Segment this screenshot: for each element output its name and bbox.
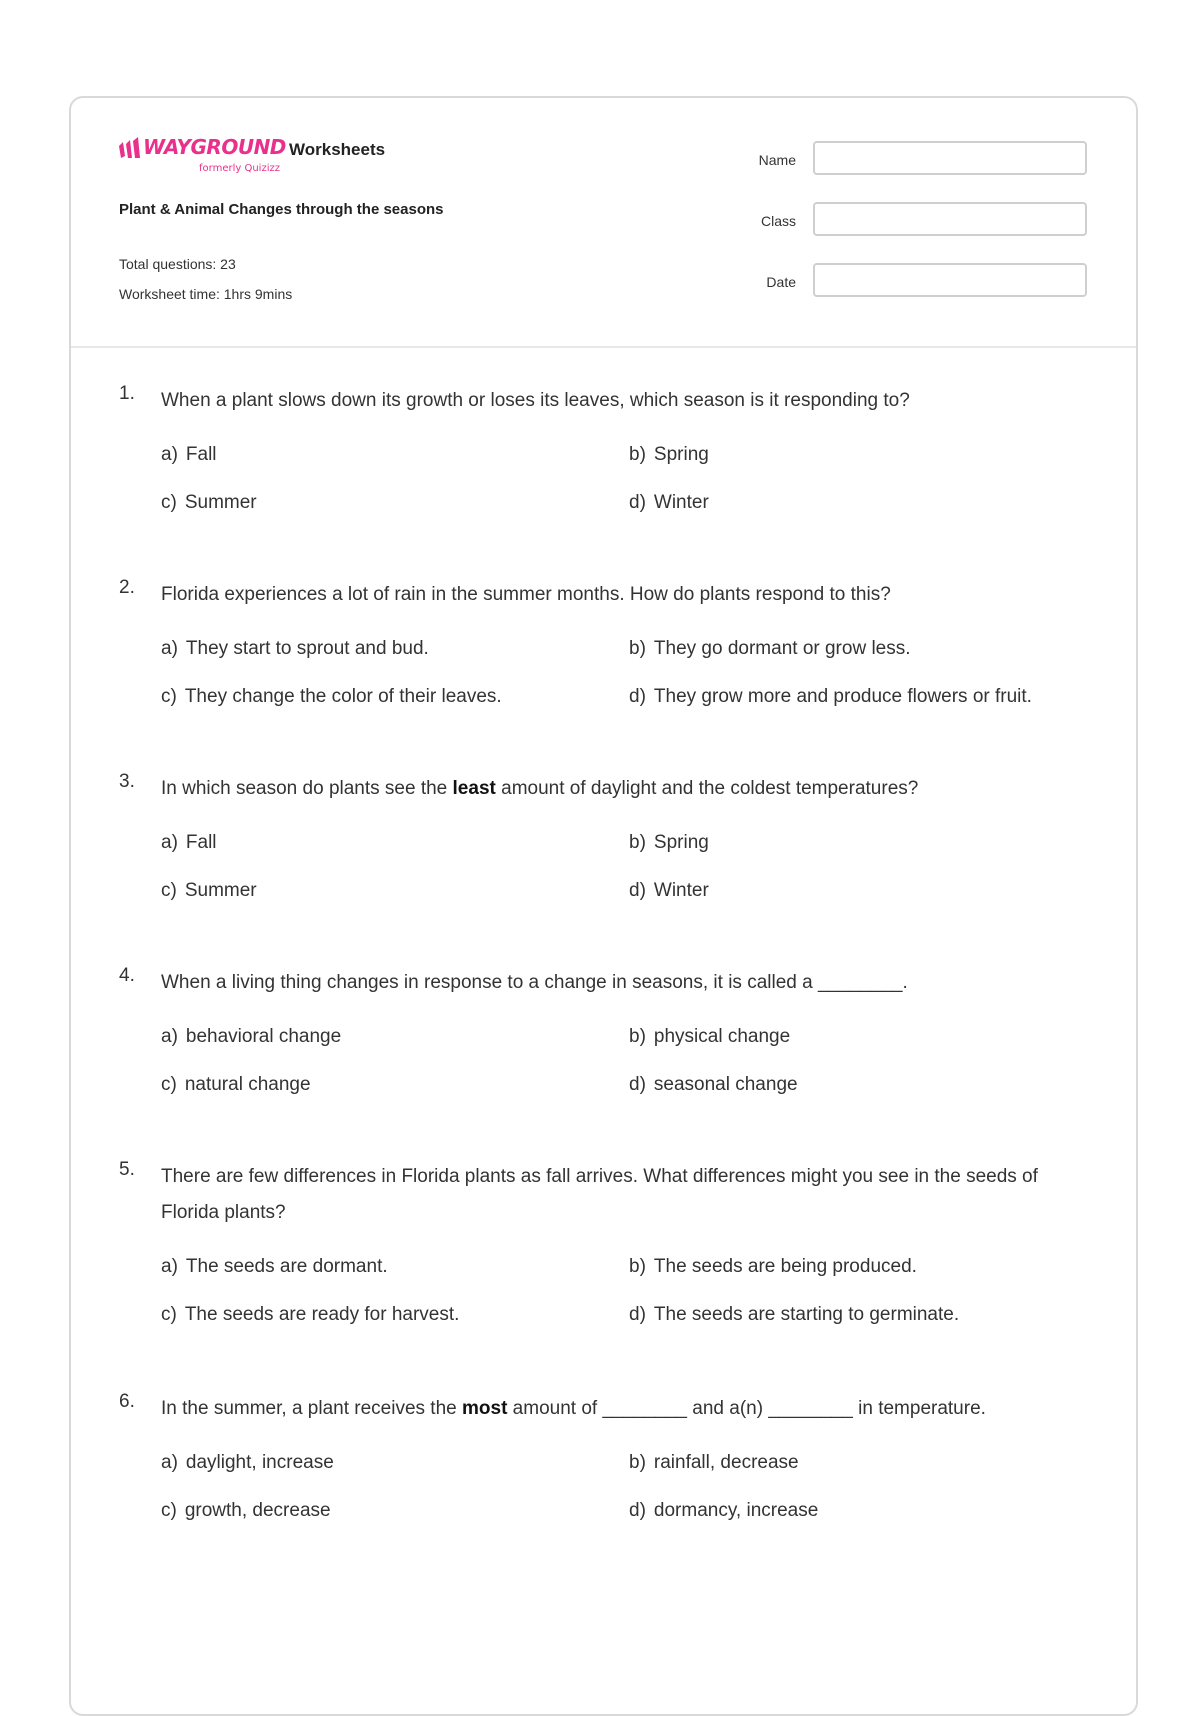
worksheet-page	[69, 96, 1138, 1716]
question-text: When a plant slows down its growth or loses its leaves, which season is it responding to?	[161, 390, 910, 411]
question-6	[119, 1391, 1089, 1529]
question-text: There are few differences in Florida plants as fall arrives. What differences might you see in the seeds of Florida plants?	[161, 1166, 1038, 1223]
option-a[interactable]: a) behavioral change	[161, 1026, 342, 1047]
worksheet-header	[71, 98, 1136, 348]
name-field[interactable]	[813, 141, 1087, 175]
total-questions: Total questions: 23	[119, 256, 236, 272]
question-number: 3.	[119, 771, 135, 792]
class-field[interactable]	[813, 202, 1087, 236]
option-c[interactable]: c) natural change	[161, 1074, 311, 1095]
question-text: In which season do plants see the least amount of daylight and the coldest temperatures?	[161, 778, 919, 799]
question-1	[119, 383, 1089, 521]
question-4	[119, 965, 1089, 1103]
answer-options	[161, 437, 1089, 521]
option-b[interactable]: b) The seeds are being produced.	[629, 1256, 917, 1277]
answer-options	[161, 1019, 1089, 1103]
question-number: 5.	[119, 1159, 135, 1180]
option-a[interactable]: a) daylight, increase	[161, 1452, 334, 1473]
question-text: In the summer, a plant receives the most amount of ________ and a(n) ________ in temperature.	[161, 1398, 986, 1419]
emphasis-text: most	[462, 1398, 508, 1419]
option-d[interactable]: d) Winter	[629, 880, 709, 901]
worksheet-time: Worksheet time: 1hrs 9mins	[119, 286, 293, 302]
option-d[interactable]: d) Winter	[629, 492, 709, 513]
option-a[interactable]: a) Fall	[161, 444, 217, 465]
option-b[interactable]: b) Spring	[629, 832, 709, 853]
option-b[interactable]: b) Spring	[629, 444, 709, 465]
option-b[interactable]: b) rainfall, decrease	[629, 1452, 799, 1473]
answer-options	[161, 1445, 1089, 1529]
question-2	[119, 577, 1089, 715]
option-c[interactable]: c) growth, decrease	[161, 1500, 331, 1521]
option-d[interactable]: d) dormancy, increase	[629, 1500, 819, 1521]
option-a[interactable]: a) The seeds are dormant.	[161, 1256, 388, 1277]
brand-subtitle: formerly Quizizz	[199, 163, 280, 174]
question-number: 2.	[119, 577, 135, 598]
option-d[interactable]: d) The seeds are starting to germinate.	[629, 1304, 960, 1325]
option-a[interactable]: a) They start to sprout and bud.	[161, 638, 429, 659]
option-c[interactable]: c) The seeds are ready for harvest.	[161, 1304, 460, 1325]
question-number: 6.	[119, 1391, 135, 1412]
option-d[interactable]: d) They grow more and produce flowers or fruit.	[629, 686, 1032, 707]
option-c[interactable]: c) Summer	[161, 492, 257, 513]
question-3	[119, 771, 1089, 909]
date-label: Date	[766, 274, 796, 290]
question-number: 1.	[119, 383, 135, 404]
date-field[interactable]	[813, 263, 1087, 297]
class-label: Class	[760, 213, 796, 229]
worksheet-title: Plant & Animal Changes through the seasons	[119, 201, 444, 218]
option-b[interactable]: b) They go dormant or grow less.	[629, 638, 911, 659]
option-c[interactable]: c) Summer	[161, 880, 257, 901]
option-c[interactable]: c) They change the color of their leaves.	[161, 686, 502, 707]
answer-options	[161, 631, 1089, 715]
app-title: Worksheets	[289, 140, 386, 159]
question-5	[119, 1159, 1089, 1333]
option-a[interactable]: a) Fall	[161, 832, 217, 853]
emphasis-text: least	[452, 778, 496, 799]
question-text: When a living thing changes in response to a change in seasons, it is called a ________.	[161, 972, 908, 993]
option-b[interactable]: b) physical change	[629, 1026, 791, 1047]
question-text: Florida experiences a lot of rain in the summer months. How do plants respond to this?	[161, 584, 891, 605]
answer-options	[161, 825, 1089, 909]
name-label: Name	[758, 152, 796, 168]
question-number: 4.	[119, 965, 135, 986]
brand-wordmark: WAYGROUND	[143, 135, 286, 159]
option-d[interactable]: d) seasonal change	[629, 1074, 798, 1095]
answer-options	[161, 1249, 1089, 1333]
